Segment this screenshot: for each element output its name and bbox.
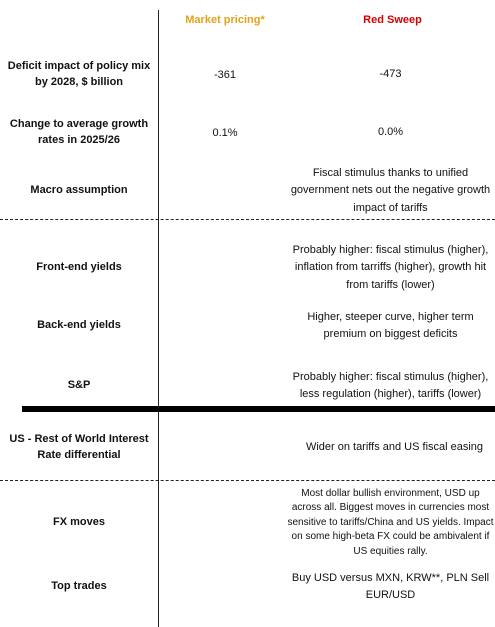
thick-section-divider: [22, 406, 495, 412]
section-divider: [0, 480, 495, 481]
red-sweep-value: -473: [379, 68, 402, 81]
red-sweep-value: Probably higher: fiscal stimulus (higher), less regulation (higher), tariffs (lower): [292, 370, 489, 400]
header-market-pricing: Market pricing*: [185, 14, 265, 26]
table-row-back-end-yields: [0, 309, 495, 343]
row-label: Macro assumption: [30, 184, 128, 197]
row-label: FX moves: [53, 516, 105, 529]
red-sweep-value: 0.0%: [377, 126, 404, 139]
table-row-sp: [0, 368, 495, 404]
red-sweep-value: Wider on tariffs and US fiscal easing: [305, 441, 484, 454]
market-pricing-value: -361: [213, 69, 237, 81]
header-red-sweep: Red Sweep: [363, 14, 422, 26]
market-pricing-value: 0.1%: [212, 127, 238, 139]
table-row-deficit-impact: [0, 56, 495, 94]
red-sweep-value: Most dollar bullish environment, USD up across all. Biggest moves in currencies most sensitive to tariffs/China and US yields. Impact on some high-beta FX could be ambivalent if US equities rally.: [287, 487, 494, 557]
table-row-growth-rates: [0, 116, 495, 150]
red-sweep-value: Probably higher: fiscal stimulus (higher), inflation from tarriffs (higher), growth hit from tariffs (lower): [292, 244, 489, 291]
red-sweep-value: Fiscal stimulus thanks to unified government nets out the negative growth impact of tariffs: [290, 167, 491, 214]
row-label: Front-end yields: [36, 261, 122, 274]
row-label: Top trades: [51, 580, 107, 593]
section-divider: [0, 219, 495, 220]
row-label: Deficit impact of policy mix by 2028, $ billion: [7, 60, 151, 88]
table-row-macro-assumption: [0, 166, 495, 216]
row-label: Change to average growth rates in 2025/26: [9, 118, 149, 146]
table-row-top-trades: [0, 569, 495, 605]
row-label: Back-end yields: [37, 319, 121, 332]
row-label: S&P: [67, 379, 91, 392]
table-row-front-end-yields: [0, 242, 495, 294]
row-label: US - Rest of World Interest Rate differential: [9, 433, 149, 461]
red-sweep-value: Buy USD versus MXN, KRW**, PLN Sell EUR/USD: [291, 571, 490, 601]
table-row-fx-moves: [0, 487, 495, 559]
table-row-interest-rate-differential: [0, 430, 495, 466]
red-sweep-value: Higher, steeper curve, higher term premium on biggest deficits: [307, 310, 474, 340]
